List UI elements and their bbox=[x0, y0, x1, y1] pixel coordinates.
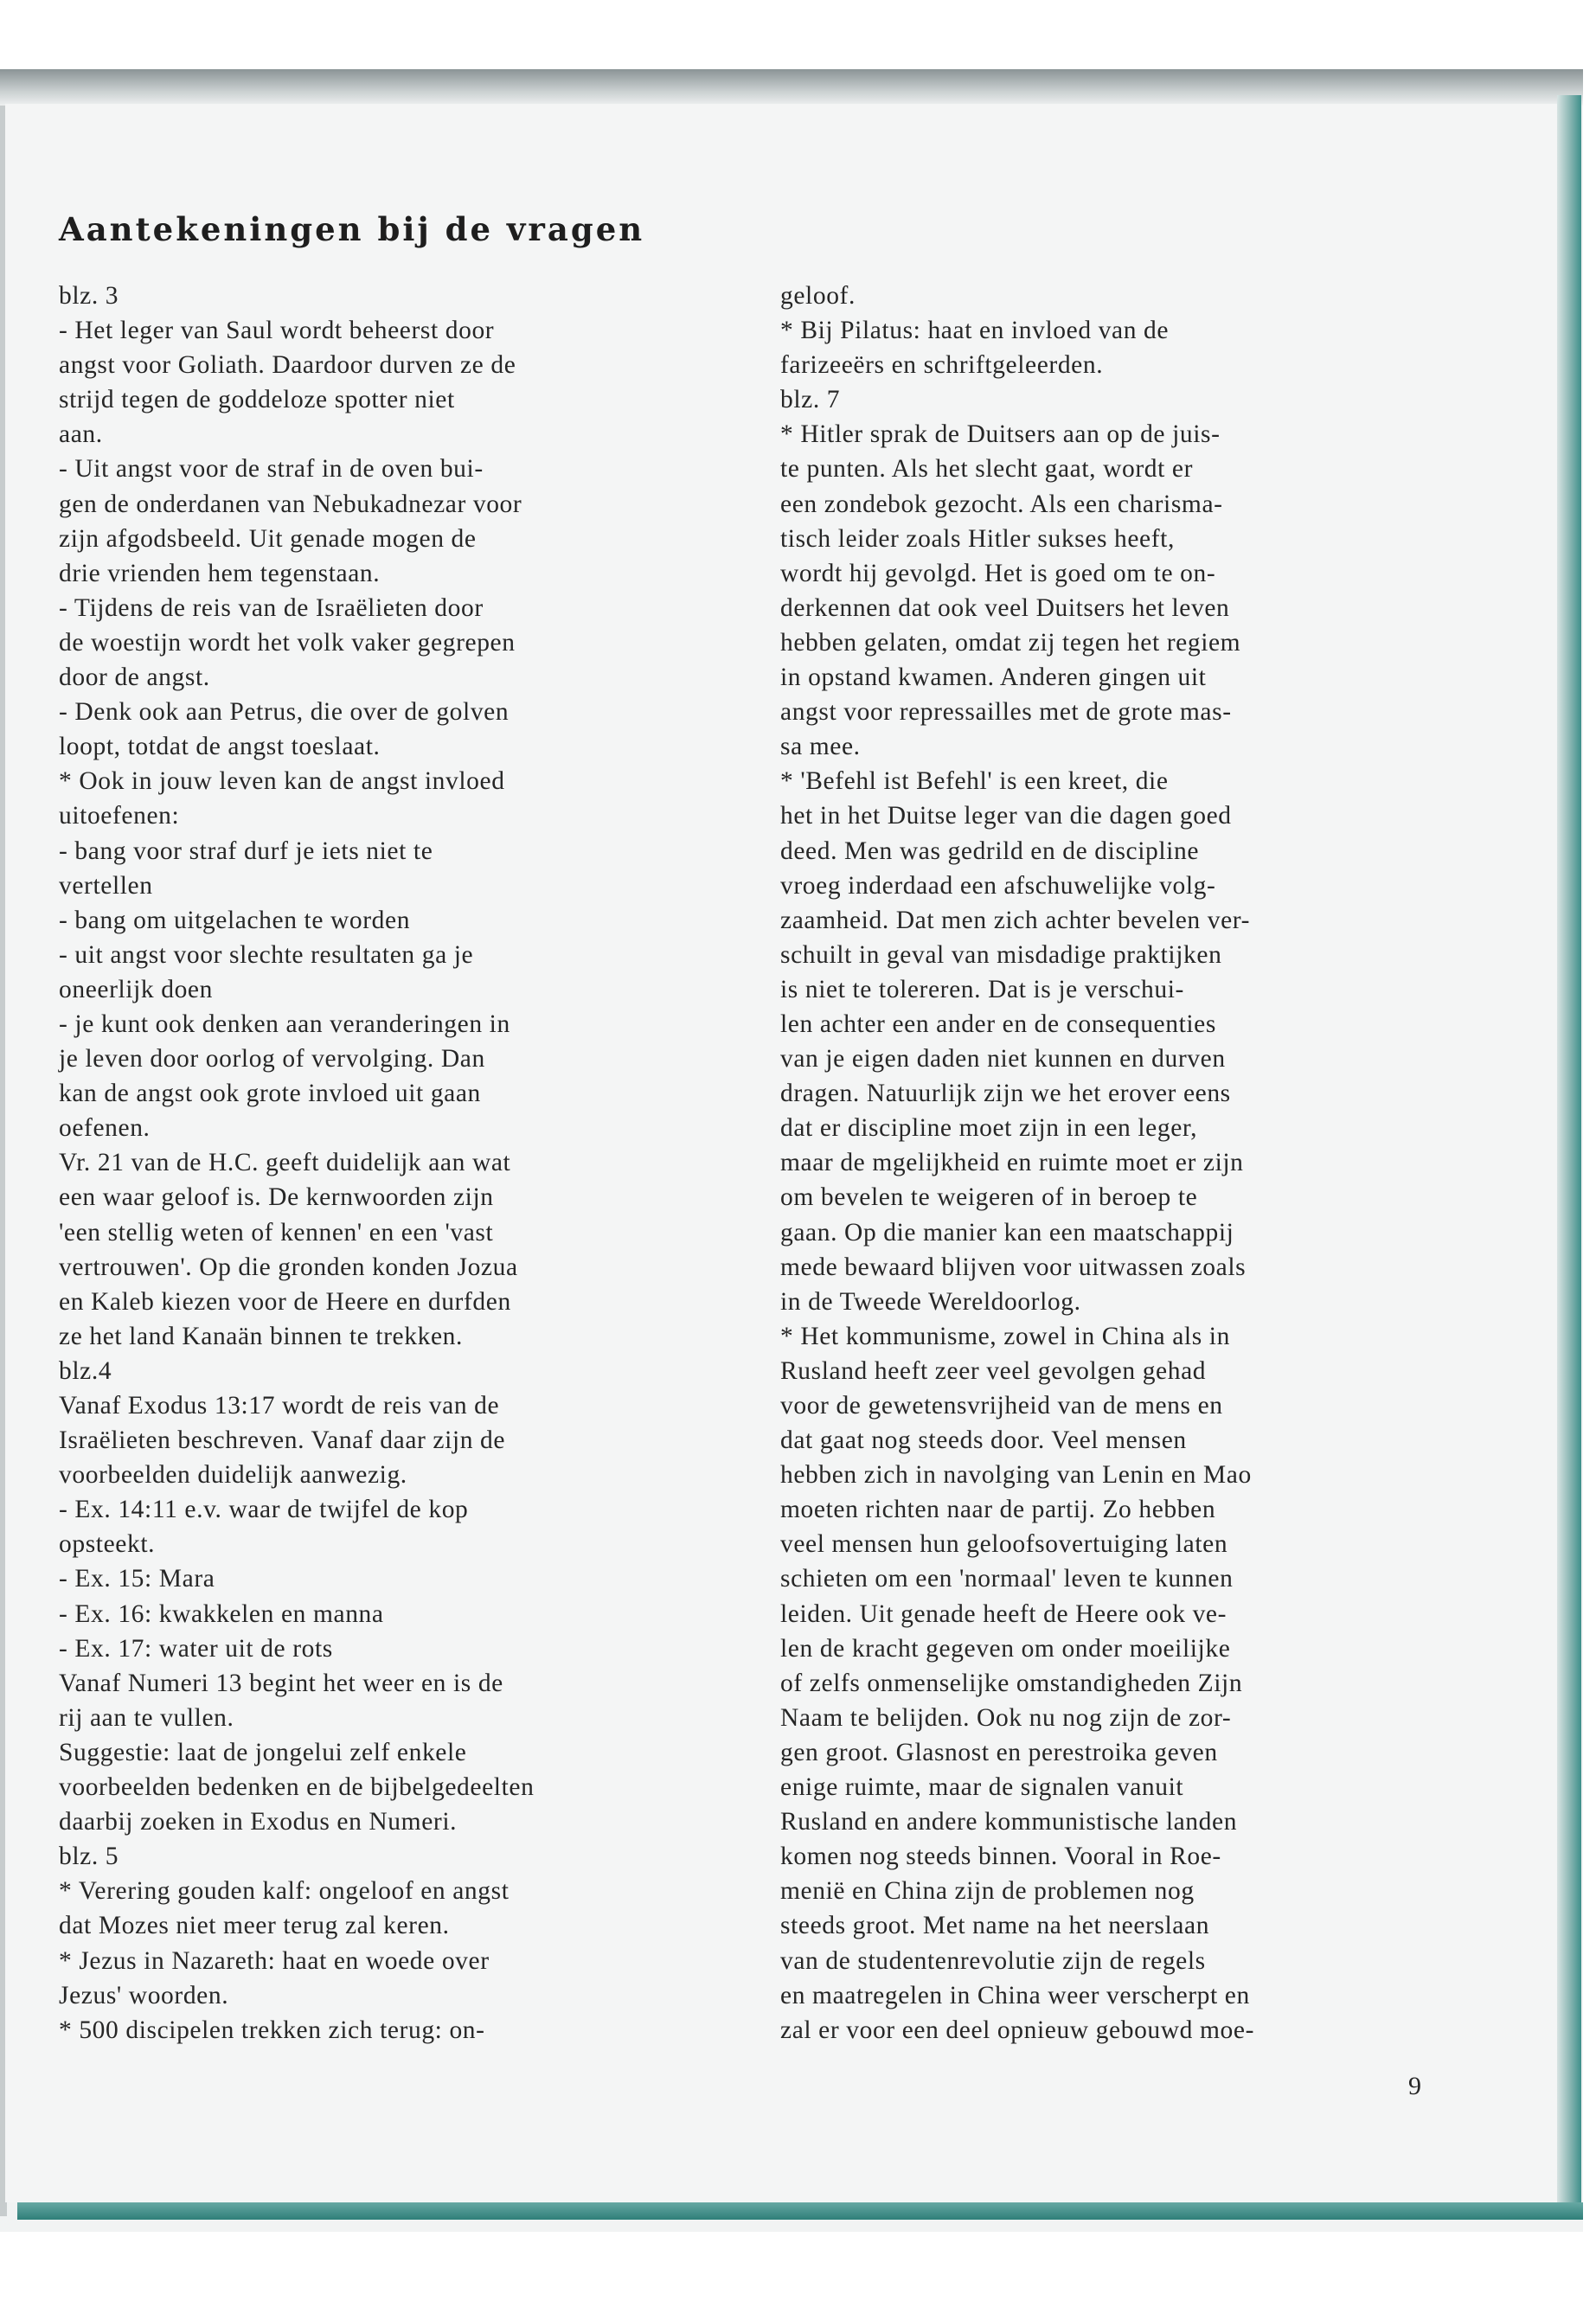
text-line: rij aan te vullen. bbox=[59, 1703, 234, 1732]
text-line: dragen. Natuurlijk zijn we het erover eens bbox=[780, 1080, 1231, 1108]
text-line: Vanaf Numeri 13 begint het weer en is de bbox=[59, 1669, 503, 1697]
text-line: voor de gewetensvrijheid van de mens en bbox=[780, 1392, 1223, 1420]
text-line: steeds groot. Met name na het neerslaan bbox=[780, 1912, 1210, 1940]
text-line: Jezus' woorden. bbox=[59, 1981, 229, 2009]
text-line: geloof. bbox=[780, 282, 856, 310]
text-line: * Jezus in Nazareth: haat en woede over bbox=[59, 1946, 490, 1975]
text-line: zaamheid. Dat men zich achter bevelen ver- bbox=[780, 906, 1251, 934]
text-line: Vr. 21 van de H.C. geeft duidelijk aan wat bbox=[59, 1149, 511, 1177]
text-line: loopt, totdat de angst toeslaat. bbox=[59, 733, 381, 761]
text-line: schieten om een 'normaal' leven te kunnen bbox=[780, 1565, 1234, 1593]
text-line: blz.4 bbox=[59, 1356, 112, 1385]
cover-edge-right bbox=[1557, 95, 1581, 2206]
text-line: aan. bbox=[59, 420, 103, 449]
text-line: en maatregelen in China weer verscherpt en bbox=[780, 1981, 1250, 2009]
text-line: * Hitler sprak de Duitsers aan op de juis- bbox=[780, 420, 1221, 449]
text-line: * Ook in jouw leven kan de angst invloed bbox=[59, 767, 505, 796]
text-line: * Verering gouden kalf: ongeloof en angst bbox=[59, 1877, 510, 1906]
text-line: vertrouwen'. Op die gronden konden Jozua bbox=[59, 1253, 518, 1281]
text-line: blz. 7 bbox=[780, 386, 841, 414]
text-line: angst voor Goliath. Daardoor durven ze de bbox=[59, 351, 516, 380]
text-line: hebben gelaten, omdat zij tegen het regiem bbox=[780, 628, 1241, 657]
text-line: kan de angst ook grote invloed uit gaan bbox=[59, 1080, 481, 1108]
text-line: in opstand kwamen. Anderen gingen uit bbox=[780, 663, 1207, 692]
text-line: blz. 3 bbox=[59, 282, 119, 310]
text-line: zijn afgodsbeeld. Uit genade mogen de bbox=[59, 524, 477, 553]
text-line: of zelfs onmenselijke omstandigheden Zijn bbox=[780, 1669, 1243, 1697]
text-line: - Uit angst voor de straf in de oven bui- bbox=[59, 455, 484, 484]
page-heading: Aantekeningen bij de vragen bbox=[59, 210, 645, 248]
text-line: - uit angst voor slechte resultaten ga je bbox=[59, 940, 474, 969]
text-line: te punten. Als het slecht gaat, wordt er bbox=[780, 455, 1194, 484]
text-line: voorbeelden bedenken en de bijbelgedeelten bbox=[59, 1773, 535, 1802]
text-line: farizeeërs en schriftgeleerden. bbox=[780, 351, 1104, 380]
text-line: - bang voor straf durf je iets niet te bbox=[59, 836, 433, 865]
text-line: drie vrienden hem tegenstaan. bbox=[59, 559, 381, 587]
text-line: * Het kommunisme, zowel in China als in bbox=[780, 1322, 1230, 1350]
text-line: gen de onderdanen van Nebukadnezar voor bbox=[59, 490, 522, 518]
text-line: is niet te tolereren. Dat is je verschui- bbox=[780, 975, 1184, 1003]
text-line: gaan. Op die manier kan een maatschappij bbox=[780, 1218, 1234, 1247]
text-line: dat gaat nog steeds door. Veel mensen bbox=[780, 1426, 1187, 1455]
text-line: door de angst. bbox=[59, 663, 210, 692]
text-line: enige ruimte, maar de signalen vanuit bbox=[780, 1773, 1184, 1802]
text-line: veel mensen hun geloofsovertuiging laten bbox=[780, 1530, 1228, 1559]
text-line: zal er voor een deel opnieuw gebouwd moe- bbox=[780, 2016, 1255, 2044]
text-line: voorbeelden duidelijk aanwezig. bbox=[59, 1461, 407, 1490]
text-line: dat Mozes niet meer terug zal keren. bbox=[59, 1912, 450, 1940]
text-line: de woestijn wordt het volk vaker gegrepen bbox=[59, 628, 516, 657]
text-line: * Bij Pilatus: haat en invloed van de bbox=[780, 317, 1170, 345]
text-line: - Tijdens de reis van de Israëlieten door bbox=[59, 593, 484, 622]
text-line: - Ex. 14:11 e.v. waar de twijfel de kop bbox=[59, 1496, 469, 1524]
text-line: Rusland heeft zeer veel gevolgen gehad bbox=[780, 1356, 1207, 1385]
text-line: maar de mgelijkheid en ruimte moet er zijn bbox=[780, 1149, 1244, 1177]
text-line: om bevelen te weigeren of in beroep te bbox=[780, 1183, 1198, 1212]
text-line: Rusland en andere kommunistische landen bbox=[780, 1808, 1238, 1836]
text-line: een zondebok gezocht. Als een charisma- bbox=[780, 490, 1223, 518]
text-line: je leven door oorlog of vervolging. Dan bbox=[59, 1045, 485, 1074]
text-line: een waar geloof is. De kernwoorden zijn bbox=[59, 1183, 494, 1212]
text-line: Vanaf Exodus 13:17 wordt de reis van de bbox=[59, 1392, 500, 1420]
text-line: menië en China zijn de problemen nog bbox=[780, 1877, 1195, 1906]
text-line: * 500 discipelen trekken zich terug: on- bbox=[59, 2016, 485, 2044]
text-line: mede bewaard blijven voor uitwassen zoals bbox=[780, 1253, 1247, 1281]
text-line: komen nog steeds binnen. Vooral in Roe- bbox=[780, 1843, 1221, 1871]
text-line: Naam te belijden. Ook nu nog zijn de zor- bbox=[780, 1703, 1232, 1732]
text-line: len achter een ander en de consequenties bbox=[780, 1009, 1216, 1038]
text-line: schuilt in geval van misdadige praktijken bbox=[780, 940, 1222, 969]
text-column-right bbox=[780, 279, 1403, 2048]
text-line: opsteekt. bbox=[59, 1530, 156, 1559]
text-line: - Ex. 17: water uit de rots bbox=[59, 1634, 333, 1663]
text-line: en Kaleb kiezen voor de Heere en durfden bbox=[59, 1287, 511, 1316]
scan-top-shadow bbox=[0, 69, 1583, 106]
text-line: - je kunt ook denken aan veranderingen in bbox=[59, 1009, 510, 1038]
text-line: uitoefenen: bbox=[59, 802, 180, 830]
text-line: moeten richten naar de partij. Zo hebben bbox=[780, 1496, 1216, 1524]
text-line: angst voor repressailles met de grote mas- bbox=[780, 698, 1232, 727]
text-line: strijd tegen de goddeloze spotter niet bbox=[59, 386, 455, 414]
text-line: len de kracht gegeven om onder moeilijke bbox=[780, 1634, 1231, 1663]
text-line: oneerlijk doen bbox=[59, 975, 213, 1003]
text-line: wordt hij gevolgd. Het is goed om te on- bbox=[780, 559, 1216, 587]
text-line: in de Tweede Wereldoorlog. bbox=[780, 1287, 1081, 1316]
text-line: blz. 5 bbox=[59, 1843, 119, 1871]
text-line: dat er discipline moet zijn in een leger, bbox=[780, 1114, 1198, 1143]
text-line: - bang om uitgelachen te worden bbox=[59, 906, 411, 934]
text-line: deed. Men was gedrild en de discipline bbox=[780, 836, 1200, 865]
text-line: Israëlieten beschreven. Vanaf daar zijn de bbox=[59, 1426, 506, 1455]
text-line: gen groot. Glasnost en perestroika geven bbox=[780, 1738, 1218, 1766]
text-line: oefenen. bbox=[59, 1114, 151, 1143]
text-line: hebben zich in navolging van Lenin en Mao bbox=[780, 1461, 1252, 1490]
text-line: van de studentenrevolutie zijn de regels bbox=[780, 1946, 1206, 1975]
text-line: tisch leider zoals Hitler sukses heeft, bbox=[780, 524, 1175, 553]
cover-edge-bottom bbox=[17, 2202, 1583, 2220]
text-line: daarbij zoeken in Exodus en Numeri. bbox=[59, 1808, 458, 1836]
text-line: van je eigen daden niet kunnen en durven bbox=[780, 1045, 1226, 1074]
text-line: 'een stellig weten of kennen' en een 'vast bbox=[59, 1218, 494, 1247]
text-line: derkennen dat ook veel Duitsers het leven bbox=[780, 593, 1230, 622]
text-column-left bbox=[59, 279, 682, 2048]
text-line: - Denk ook aan Petrus, die over de golven bbox=[59, 698, 510, 727]
text-line: - Ex. 16: kwakkelen en manna bbox=[59, 1599, 384, 1628]
text-line: sa mee. bbox=[780, 733, 861, 761]
text-line: - Ex. 15: Mara bbox=[59, 1565, 215, 1593]
text-line: vertellen bbox=[59, 871, 153, 900]
text-line: vroeg inderdaad een afschuwelijke volg- bbox=[780, 871, 1216, 900]
text-line: - Het leger van Saul wordt beheerst door bbox=[59, 317, 495, 345]
text-line: leiden. Uit genade heeft de Heere ook ve- bbox=[780, 1599, 1227, 1628]
page-number: 9 bbox=[1408, 2072, 1421, 2100]
text-line: ze het land Kanaän binnen te trekken. bbox=[59, 1322, 463, 1350]
text-line: het in het Duitse leger van die dagen goed bbox=[780, 802, 1232, 830]
text-line: * 'Befehl ist Befehl' is een kreet, die bbox=[780, 767, 1169, 796]
text-line: Suggestie: laat de jongelui zelf enkele bbox=[59, 1738, 467, 1766]
